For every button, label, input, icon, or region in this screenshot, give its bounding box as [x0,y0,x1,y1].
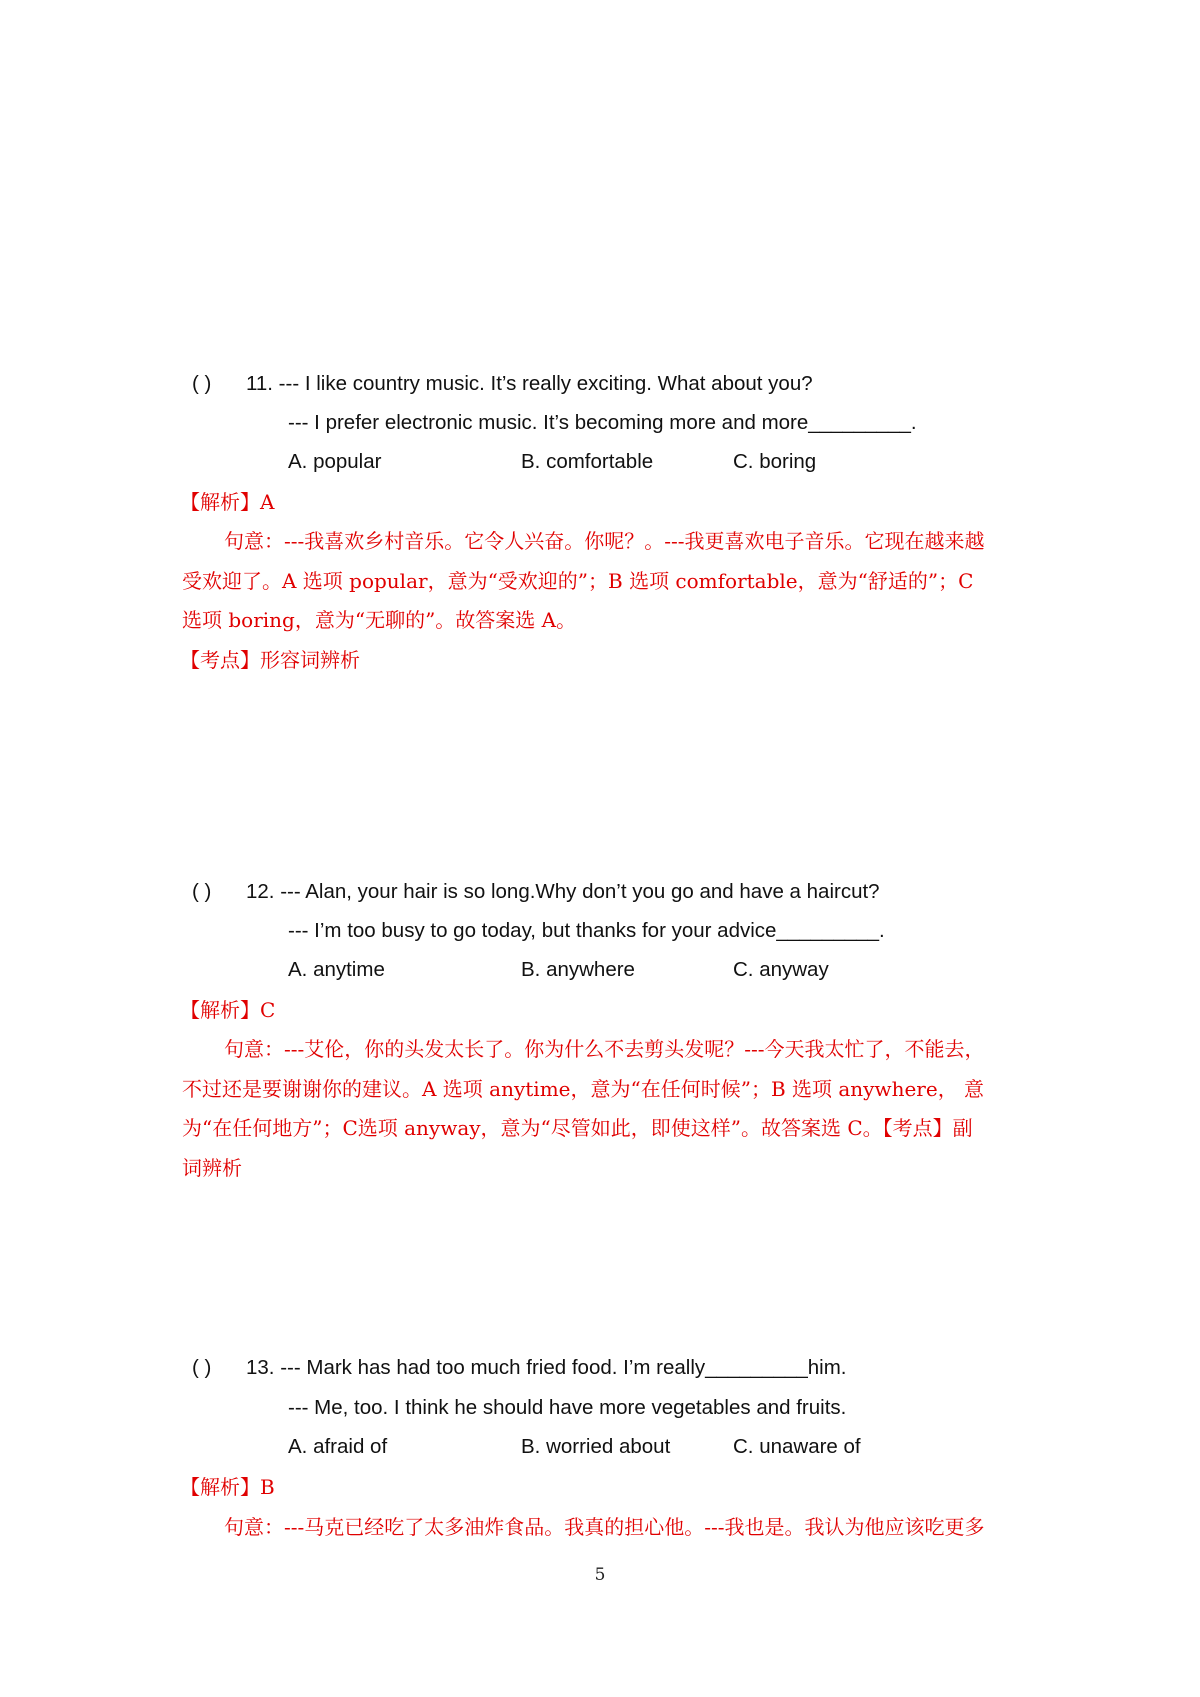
analysis-line: 为“在任何地方”；C选项 anyway，意为“尽管如此，即使这样”。故答案选 C。【考点】副 [182,1116,973,1140]
question-stem: 12. --- Alan, your hair is so long.Why don’t you go and have a haircut? [246,880,880,903]
analysis-line: 句意：---我喜欢乡村音乐。它令人兴奋。你呢？。---我更喜欢电子音乐。它现在越来越 [224,529,985,553]
option-b: B. anywhere [521,958,635,981]
option-c: C. unaware of [733,1435,861,1458]
option-a: A. afraid of [288,1435,388,1458]
knowledge-point: 【考点】形容词辨析 [180,648,360,672]
question-reply: --- I prefer electronic music. It’s becoming more and more_________. [288,411,917,434]
option-b: B. worried about [521,1435,671,1458]
answer-blank-paren: ( ) [192,880,212,903]
page-number: 5 [594,1565,606,1585]
analysis-heading: 【解析】A [180,490,275,514]
answer-blank-paren: ( ) [192,372,212,395]
option-c: C. boring [733,450,817,473]
analysis-line: 受欢迎了。A 选项 popular，意为“受欢迎的”；B 选项 comfortable，意为“舒适的”；C [182,569,974,593]
answer-blank-paren: ( ) [192,1356,212,1379]
analysis-line: 不过还是要谢谢你的建议。A 选项 anytime，意为“在任何时候”；B 选项 anywhere， 意 [182,1077,985,1101]
analysis-heading: 【解析】B [180,1475,275,1499]
analysis-line: 词辨析 [182,1156,242,1180]
question-reply: --- Me, too. I think he should have more vegetables and fruits. [288,1396,847,1419]
question-stem: 13. --- Mark has had too much fried food. I’m really_________him. [246,1356,847,1379]
question-stem: 11. --- I like country music. It’s really exciting. What about you? [246,372,813,395]
analysis-line: 句意：---马克已经吃了太多油炸食品。我真的担心他。---我也是。我认为他应该吃更多 [224,1515,985,1539]
analysis-line: 句意：---艾伦，你的头发太长了。你为什么不去剪头发呢？---今天我太忙了，不能去， [224,1037,985,1061]
option-c: C. anyway [733,958,829,981]
option-b: B. comfortable [521,450,654,473]
analysis-line: 选项 boring，意为“无聊的”。故答案选 A。 [182,608,577,632]
option-a: A. anytime [288,958,385,981]
analysis-heading: 【解析】C [180,998,276,1022]
question-reply: --- I’m too busy to go today, but thanks for your advice_________. [288,919,885,942]
option-a: A. popular [288,450,382,473]
